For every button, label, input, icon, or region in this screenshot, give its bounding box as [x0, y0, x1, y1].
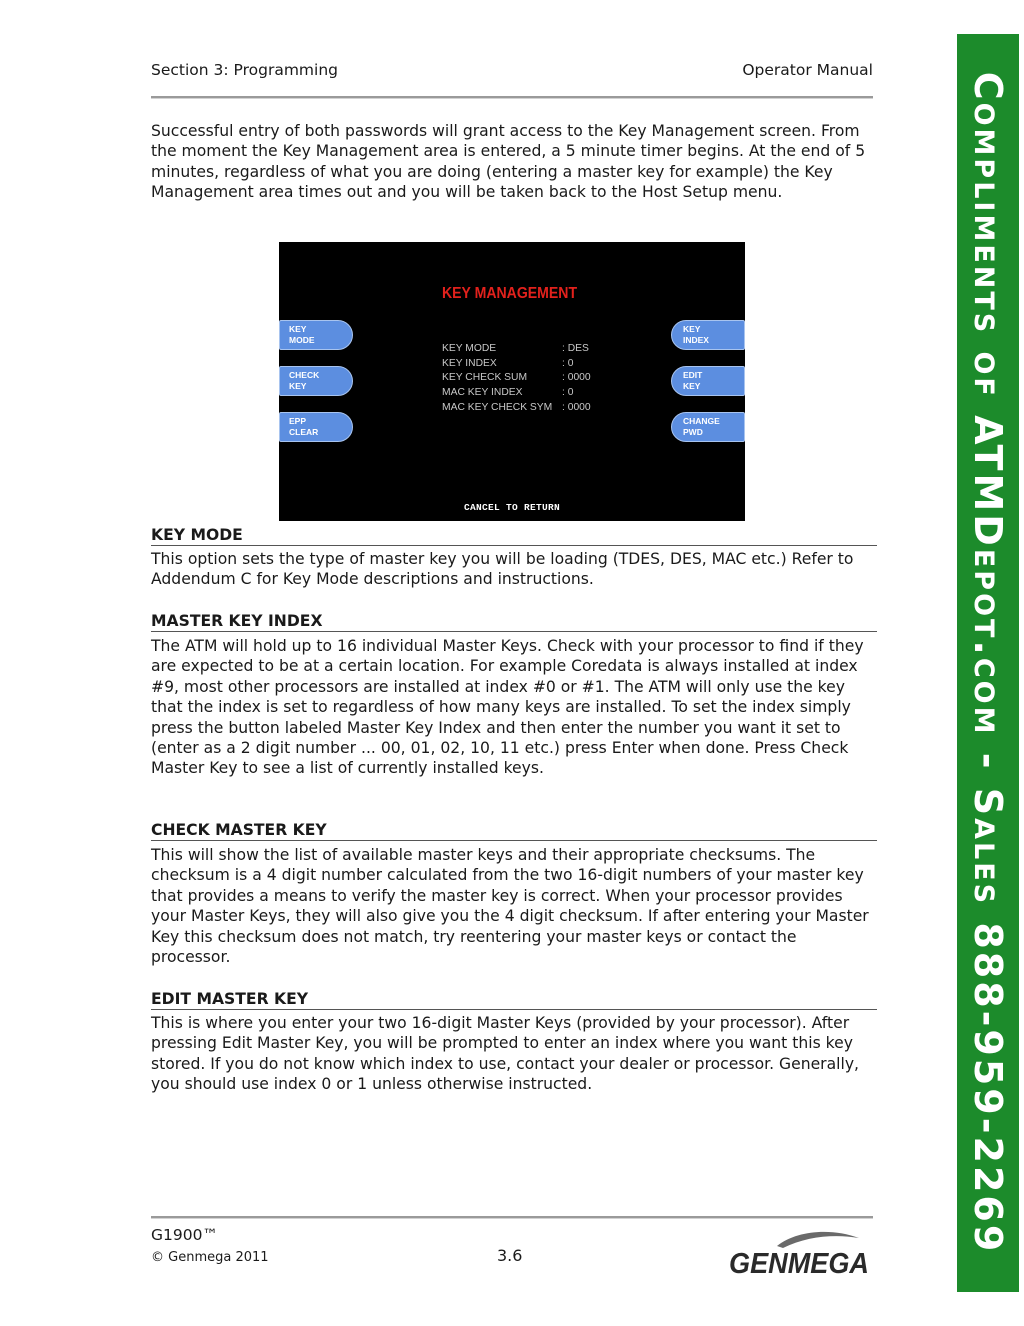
info-value: : 0	[562, 387, 574, 399]
button-label: PWD	[683, 427, 703, 437]
key-info-list	[442, 342, 591, 415]
info-value: : 0000	[562, 401, 591, 413]
edit-key-button[interactable]	[671, 366, 745, 396]
info-label: KEY MODE	[442, 343, 497, 354]
section-body-edit-master-key: This is where you enter your two 16-digit Master Keys (provided by your processor). After pressing Edit Master Key, you will be prompted to enter an index where you want this key stored. If you do not know which index to use, contact your dealer or processor. Generally, you should use index 0 or 1 unless otherwise instructed.	[151, 1014, 859, 1094]
button-label: EDIT	[683, 370, 703, 380]
info-row-key-mode	[442, 342, 589, 357]
footer-product: G1900™	[151, 1226, 218, 1244]
promo-banner-text: Compliments of ATMDepot.com - Sales 888-959-2269	[966, 71, 1010, 1255]
section-body-master-key-index: The ATM will hold up to 16 individual Master Keys. Check with your processor to find if they are expected to be at a certain location. For example Coredata is always installed at index #9, most other processors are installed at index #0 or #1. The ATM will only use the key that the index is set to regardless of how many keys are installed. To set the index simply press the button labeled Master Key Index and then enter the number you want it set to (enter as a 2 digit number ... 00, 01, 02, 10, 11 etc.) press Enter when done. Press Check Master Key to see a list of currently installed keys.	[151, 637, 864, 778]
info-label: MAC KEY INDEX	[442, 387, 523, 399]
info-row-key-check-sum	[442, 371, 591, 386]
button-label: KEY	[289, 381, 307, 391]
section-title-edit-master-key: EDIT MASTER KEY	[151, 990, 877, 1010]
section-title-check-master-key: CHECK MASTER KEY	[151, 821, 877, 841]
section-title-master-key-index: MASTER KEY INDEX	[151, 612, 877, 632]
info-row-key-index	[442, 357, 574, 372]
button-label: CHECK	[289, 370, 320, 380]
section-body-key-mode: This option sets the type of master key you will be loading (TDES, DES, MAC etc.) Refer to Addendum C for Key Mode descriptions and instructions.	[151, 550, 854, 589]
info-label: MAC KEY CHECK SYM	[442, 401, 553, 413]
section-body-check-master-key: This will show the list of available master keys and their appropriate checksums. The checksum is a 4 digit number calculated from the two 16-digit numbers of your master key that provides a means to verify the master key is correct. When your processor provides your Master Keys, they will also give you the 4 digit checksum. If after entering your Master Key this checksum does not match, try reentering your master keys or contact the processor.	[151, 846, 869, 967]
epp-clear-button[interactable]	[279, 412, 353, 442]
intro-paragraph: Successful entry of both passwords will grant access to the Key Management screen. From the moment the Key Management area is entered, a 5 minute timer begins. At the end of 5 minutes, regardless of what you are doing (entering a master key for example) the Key Management area times out and you will be taken back to the Host Setup menu.	[151, 122, 866, 202]
info-value: : 0000	[562, 372, 591, 384]
section-title-key-mode: KEY MODE	[151, 526, 877, 546]
info-value: : 0	[562, 357, 574, 369]
logo-wordmark: GENMEGA	[729, 1248, 869, 1280]
footer-rule	[151, 1216, 873, 1219]
info-value: : DES	[562, 343, 589, 354]
check-key-button[interactable]	[279, 366, 353, 396]
genmega-logo	[727, 1226, 872, 1282]
header-rule	[151, 96, 873, 99]
info-row-mac-key-index	[442, 386, 574, 401]
page-header	[151, 61, 873, 81]
button-label: KEY	[683, 381, 701, 391]
info-label: KEY CHECK SUM	[442, 372, 528, 384]
info-row-mac-key-check-sym	[442, 401, 591, 416]
button-label: CHANGE	[683, 416, 720, 426]
page-number: 3.6	[497, 1246, 523, 1265]
button-label: KEY	[289, 324, 307, 334]
button-label: EPP	[289, 416, 307, 426]
button-label: INDEX	[683, 335, 709, 345]
key-management-screenshot	[279, 242, 745, 521]
button-label: KEY	[683, 324, 701, 334]
header-manual-title: Operator Manual	[742, 61, 873, 79]
button-label: CLEAR	[289, 427, 319, 437]
key-index-button[interactable]	[671, 320, 745, 350]
header-section: Section 3: Programming	[151, 61, 338, 79]
cancel-to-return-prompt: CANCEL TO RETURN	[463, 502, 560, 513]
key-mode-button[interactable]	[279, 320, 353, 350]
info-label: KEY INDEX	[442, 357, 497, 369]
screen-title: KEY MANAGEMENT	[442, 285, 578, 302]
button-label: MODE	[289, 335, 315, 345]
change-pwd-button[interactable]	[671, 412, 745, 442]
footer-copyright: © Genmega 2011	[151, 1250, 269, 1265]
promo-banner	[957, 34, 1019, 1292]
